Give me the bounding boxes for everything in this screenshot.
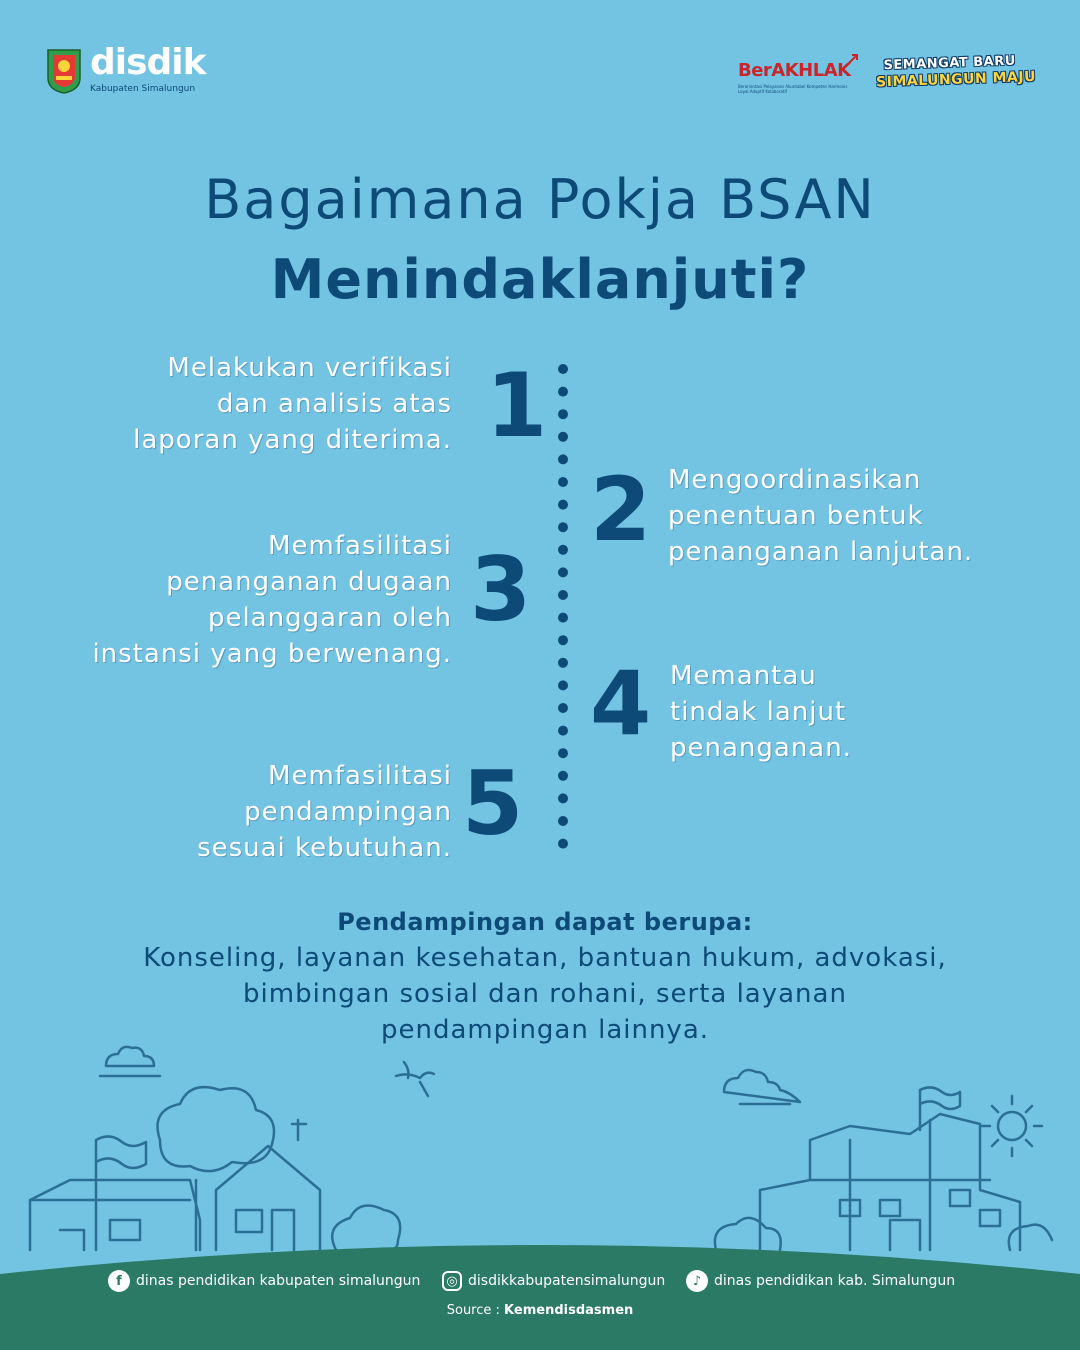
step-2-line: penanganan lanjutan. [668, 537, 974, 567]
divider-dot [558, 816, 568, 826]
divider-dot [558, 567, 568, 577]
dotted-divider [556, 362, 570, 862]
divider-dot [558, 680, 568, 690]
divider-dot [558, 658, 568, 668]
divider-dot [558, 477, 568, 487]
divider-dot [558, 771, 568, 781]
cloud-icon [100, 1047, 160, 1076]
facebook-label: dinas pendidikan kabupaten simalungun [136, 1273, 421, 1289]
tiktok-label: dinas pendidikan kab. Simalungun [714, 1273, 956, 1289]
step-5-line: pendampingan [244, 797, 452, 827]
cloud-icon [724, 1070, 800, 1104]
facebook-link[interactable] [108, 1268, 420, 1294]
source-credit [0, 1303, 1080, 1318]
tiktok-link[interactable] [686, 1268, 955, 1294]
semangat-baru-logo [871, 49, 1037, 104]
divider-dot [558, 590, 568, 600]
source-value: Kemendisdasmen [504, 1303, 634, 1318]
step-3-text [92, 528, 452, 672]
divider-dot [558, 793, 568, 803]
instagram-link[interactable] [442, 1268, 665, 1294]
instagram-icon: ◎ [442, 1271, 462, 1291]
step-3-line: penanganan dugaan [166, 567, 452, 597]
step-1-line: dan analisis atas [216, 389, 452, 419]
berakhlak-wordmark: BerAKHLAK [738, 60, 851, 81]
divider-dot [558, 454, 568, 464]
note-heading: Pendampingan dapat berupa: [337, 908, 753, 936]
divider-dot [558, 500, 568, 510]
divider-dot [558, 387, 568, 397]
page-title-line-1: Bagaimana Pokja BSAN [204, 168, 876, 231]
brand-subtitle: Kabupaten Simalungun [90, 84, 196, 94]
tiktok-icon: ♪ [686, 1270, 708, 1292]
arrow-mark-icon [846, 52, 860, 66]
step-3-line: Memfasilitasi [268, 531, 452, 561]
divider-dot [558, 635, 568, 645]
semangat-line-2: SIMALUNGUN MAJU [875, 68, 1037, 91]
source-label: Source : [446, 1303, 500, 1318]
note-line: pendampingan lainnya. [380, 1015, 710, 1045]
disdik-logo [46, 42, 226, 100]
divider-dot [558, 703, 568, 713]
page-title-line-2: Menindaklanjuti? [270, 248, 810, 311]
divider-dot [558, 839, 568, 849]
assistance-note [80, 904, 1010, 1048]
step-5-line: Memfasilitasi [268, 761, 452, 791]
divider-dot [558, 748, 568, 758]
divider-dot [558, 522, 568, 532]
note-line: bimbingan sosial dan rohani, serta layanan [243, 979, 847, 1009]
step-1-text [133, 350, 452, 458]
step-2-line: Mengoordinasikan [668, 465, 922, 495]
step-2-text [668, 462, 973, 570]
step-5-text [197, 758, 452, 866]
step-4-line: tindak lanjut [670, 697, 847, 727]
divider-dot [558, 545, 568, 555]
step-4-line: penanganan. [670, 733, 852, 763]
divider-dot [558, 364, 568, 374]
brand-name: disdik [90, 42, 206, 83]
berakhlak-logo [738, 56, 860, 102]
divider-dot [558, 409, 568, 419]
step-3-number: 3 [470, 538, 532, 641]
step-4-text [670, 658, 852, 766]
step-1-line: laporan yang diterima. [133, 425, 452, 455]
berakhlak-tagline: Berorientasi Pelayanan Akuntabel Kompeten Harmonis Loyal Adaptif Kolaboratif [738, 84, 848, 94]
divider-dot [558, 613, 568, 623]
semangat-line-1: SEMANGAT BARU [883, 53, 1017, 74]
note-line: Konseling, layanan kesehatan, bantuan hukum, advokasi, [143, 943, 947, 973]
step-4-number: 4 [590, 652, 652, 755]
step-3-line: instansi yang berwenang. [92, 639, 452, 669]
divider-dot [558, 726, 568, 736]
step-5-number: 5 [462, 752, 524, 855]
step-2-line: penentuan bentuk [668, 501, 924, 531]
instagram-label: disdikkabupatensimalungun [468, 1273, 666, 1289]
step-3-line: pelanggaran oleh [207, 603, 452, 633]
divider-dot [558, 432, 568, 442]
regency-crest-icon [46, 48, 82, 94]
step-1-line: Melakukan verifikasi [167, 353, 452, 383]
sun-icon [982, 1096, 1042, 1156]
step-2-number: 2 [590, 458, 652, 561]
facebook-icon: f [108, 1270, 130, 1292]
step-4-line: Memantau [670, 661, 817, 691]
step-5-line: sesuai kebutuhan. [197, 833, 452, 863]
step-1-number: 1 [486, 354, 548, 457]
bird-icon [396, 1062, 434, 1096]
